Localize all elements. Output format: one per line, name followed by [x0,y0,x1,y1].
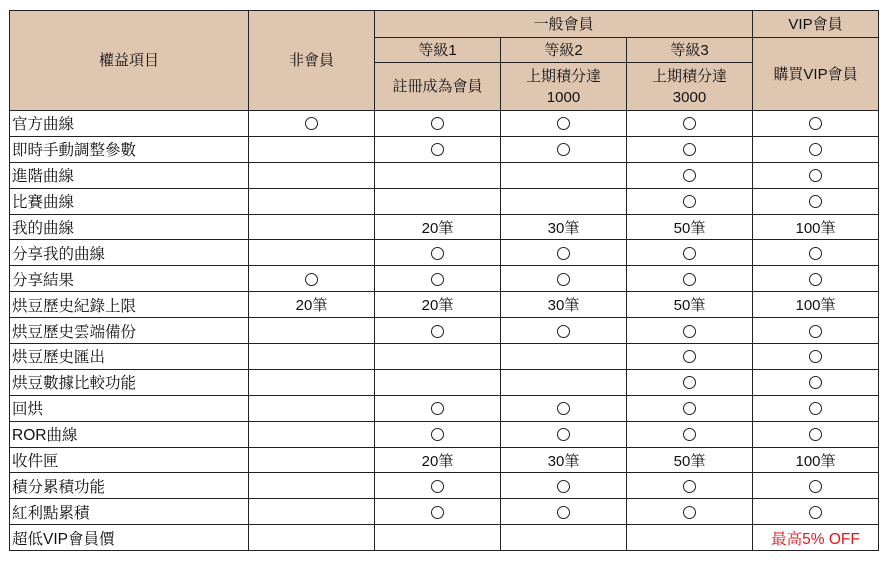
feature-name: 進階曲線 [10,162,249,188]
cell-vip [753,447,879,473]
circle-icon [809,350,822,363]
circle-icon [683,247,696,260]
circle-icon [683,376,696,389]
circle-icon [809,376,822,389]
cell-level-2 [501,344,627,370]
cell-non-member [249,318,375,344]
header-level-2-requirement: 上期積分達 1000 [501,63,627,111]
header-level-1: 等級1 [375,38,501,63]
cell-level-2 [501,266,627,292]
membership-benefits-table [9,10,879,551]
cell-non-member [249,136,375,162]
header-level-1-requirement: 註冊成為會員 [375,63,501,111]
feature-name: ROR曲線 [10,421,249,447]
table-row [10,188,879,214]
cell-vip [753,136,879,162]
circle-icon [431,273,444,286]
table-row [10,266,879,292]
cell-value: 100筆 [795,297,836,315]
cell-level-1 [375,214,501,240]
feature-name: 烘豆數據比較功能 [10,369,249,395]
table-row [10,369,879,395]
cell-level-3 [627,162,753,188]
circle-icon [557,325,570,338]
cell-vip [753,162,879,188]
cell-vip [753,214,879,240]
cell-level-1 [375,447,501,473]
cell-value: 20筆 [421,297,454,315]
cell-level-3 [627,395,753,421]
feature-name: 超低VIP會員價 [10,525,249,551]
vip-discount-text: 最高5% OFF [771,530,860,548]
cell-level-1 [375,266,501,292]
circle-icon [557,428,570,441]
cell-value: 30筆 [547,219,580,237]
cell-value: 20筆 [421,219,454,237]
circle-icon [557,117,570,130]
cell-vip [753,111,879,137]
circle-icon [809,480,822,493]
cell-non-member [249,421,375,447]
cell-level-2 [501,240,627,266]
circle-icon [809,402,822,415]
cell-value: 50筆 [673,219,706,237]
circle-icon [683,143,696,156]
cell-level-3 [627,111,753,137]
cell-vip [753,525,879,551]
circle-icon [683,506,696,519]
cell-level-2 [501,188,627,214]
cell-level-1 [375,111,501,137]
cell-level-1 [375,240,501,266]
table-row [10,162,879,188]
header-level-3: 等級3 [627,38,753,63]
cell-level-1 [375,344,501,370]
circle-icon [683,350,696,363]
cell-value: 100筆 [795,452,836,470]
cell-non-member [249,188,375,214]
cell-level-3 [627,240,753,266]
circle-icon [809,325,822,338]
cell-level-3 [627,292,753,318]
cell-non-member [249,214,375,240]
cell-non-member [249,447,375,473]
cell-level-3 [627,421,753,447]
circle-icon [557,480,570,493]
circle-icon [683,169,696,182]
cell-value: 100筆 [795,219,836,237]
circle-icon [683,117,696,130]
cell-vip [753,318,879,344]
feature-name: 分享結果 [10,266,249,292]
cell-value: 20筆 [295,297,328,315]
circle-icon [683,402,696,415]
cell-non-member [249,111,375,137]
circle-icon [431,506,444,519]
feature-name: 紅利點累積 [10,499,249,525]
cell-non-member [249,162,375,188]
cell-level-2 [501,525,627,551]
cell-non-member [249,240,375,266]
feature-name: 回烘 [10,395,249,421]
circle-icon [809,195,822,208]
header-non-member: 非會員 [249,11,375,111]
cell-non-member [249,292,375,318]
cell-level-1 [375,369,501,395]
cell-level-2 [501,473,627,499]
cell-level-1 [375,473,501,499]
circle-icon [809,169,822,182]
cell-vip [753,421,879,447]
table-row [10,240,879,266]
circle-icon [809,117,822,130]
circle-icon [431,480,444,493]
cell-level-2 [501,111,627,137]
circle-icon [305,117,318,130]
cell-vip [753,292,879,318]
circle-icon [557,273,570,286]
cell-non-member [249,266,375,292]
circle-icon [431,428,444,441]
cell-level-1 [375,188,501,214]
circle-icon [809,428,822,441]
feature-name: 官方曲線 [10,111,249,137]
circle-icon [557,402,570,415]
circle-icon [431,143,444,156]
table-row [10,292,879,318]
cell-vip [753,240,879,266]
feature-name: 烘豆歷史匯出 [10,344,249,370]
circle-icon [431,247,444,260]
table-row [10,421,879,447]
cell-level-3 [627,369,753,395]
cell-level-2 [501,214,627,240]
table-row [10,111,879,137]
table-row [10,499,879,525]
circle-icon [809,143,822,156]
circle-icon [557,143,570,156]
cell-level-2 [501,395,627,421]
cell-level-2 [501,318,627,344]
cell-non-member [249,395,375,421]
circle-icon [431,402,444,415]
cell-level-2 [501,447,627,473]
header-level-2: 等級2 [501,38,627,63]
cell-level-3 [627,344,753,370]
header-level-3-requirement: 上期積分達 3000 [627,63,753,111]
cell-vip [753,188,879,214]
feature-name: 烘豆歷史紀錄上限 [10,292,249,318]
cell-value: 50筆 [673,452,706,470]
cell-level-1 [375,421,501,447]
cell-non-member [249,525,375,551]
circle-icon [305,273,318,286]
circle-icon [809,247,822,260]
cell-value: 20筆 [421,452,454,470]
cell-value: 30筆 [547,297,580,315]
cell-level-3 [627,188,753,214]
table-row [10,447,879,473]
cell-vip [753,344,879,370]
feature-name: 我的曲線 [10,214,249,240]
cell-level-1 [375,525,501,551]
circle-icon [683,325,696,338]
cell-non-member [249,344,375,370]
header-vip-requirement: 購買VIP會員 [753,38,879,111]
table-row [10,136,879,162]
cell-level-3 [627,214,753,240]
cell-level-3 [627,499,753,525]
feature-name: 烘豆歷史雲端備份 [10,318,249,344]
header-general-member: 一般會員 [375,11,753,38]
cell-vip [753,499,879,525]
circle-icon [683,273,696,286]
cell-level-1 [375,318,501,344]
circle-icon [683,428,696,441]
cell-level-1 [375,292,501,318]
circle-icon [809,273,822,286]
cell-vip [753,473,879,499]
header-feature-column: 權益項目 [10,11,249,111]
cell-vip [753,266,879,292]
cell-level-3 [627,318,753,344]
cell-level-1 [375,395,501,421]
cell-non-member [249,499,375,525]
circle-icon [809,506,822,519]
table-row [10,318,879,344]
cell-vip [753,395,879,421]
cell-level-1 [375,136,501,162]
feature-name: 分享我的曲線 [10,240,249,266]
feature-name: 比賽曲線 [10,188,249,214]
table-row [10,214,879,240]
cell-level-1 [375,499,501,525]
table-body [10,111,879,551]
header-vip-member: VIP會員 [753,11,879,38]
table-header [10,11,879,111]
circle-icon [557,247,570,260]
cell-level-3 [627,136,753,162]
table-row [10,344,879,370]
circle-icon [683,480,696,493]
circle-icon [431,117,444,130]
cell-value: 50筆 [673,297,706,315]
circle-icon [431,325,444,338]
cell-level-3 [627,447,753,473]
cell-value: 30筆 [547,452,580,470]
table-row [10,395,879,421]
cell-level-2 [501,421,627,447]
cell-level-2 [501,292,627,318]
feature-name: 積分累積功能 [10,473,249,499]
cell-level-2 [501,369,627,395]
cell-level-2 [501,499,627,525]
feature-name: 收件匣 [10,447,249,473]
cell-vip [753,369,879,395]
circle-icon [557,506,570,519]
cell-level-3 [627,473,753,499]
cell-level-1 [375,162,501,188]
table-row [10,473,879,499]
cell-level-2 [501,136,627,162]
table-row [10,525,879,551]
cell-level-2 [501,162,627,188]
cell-non-member [249,369,375,395]
feature-name: 即時手動調整參數 [10,136,249,162]
cell-level-3 [627,525,753,551]
cell-level-3 [627,266,753,292]
cell-non-member [249,473,375,499]
circle-icon [683,195,696,208]
